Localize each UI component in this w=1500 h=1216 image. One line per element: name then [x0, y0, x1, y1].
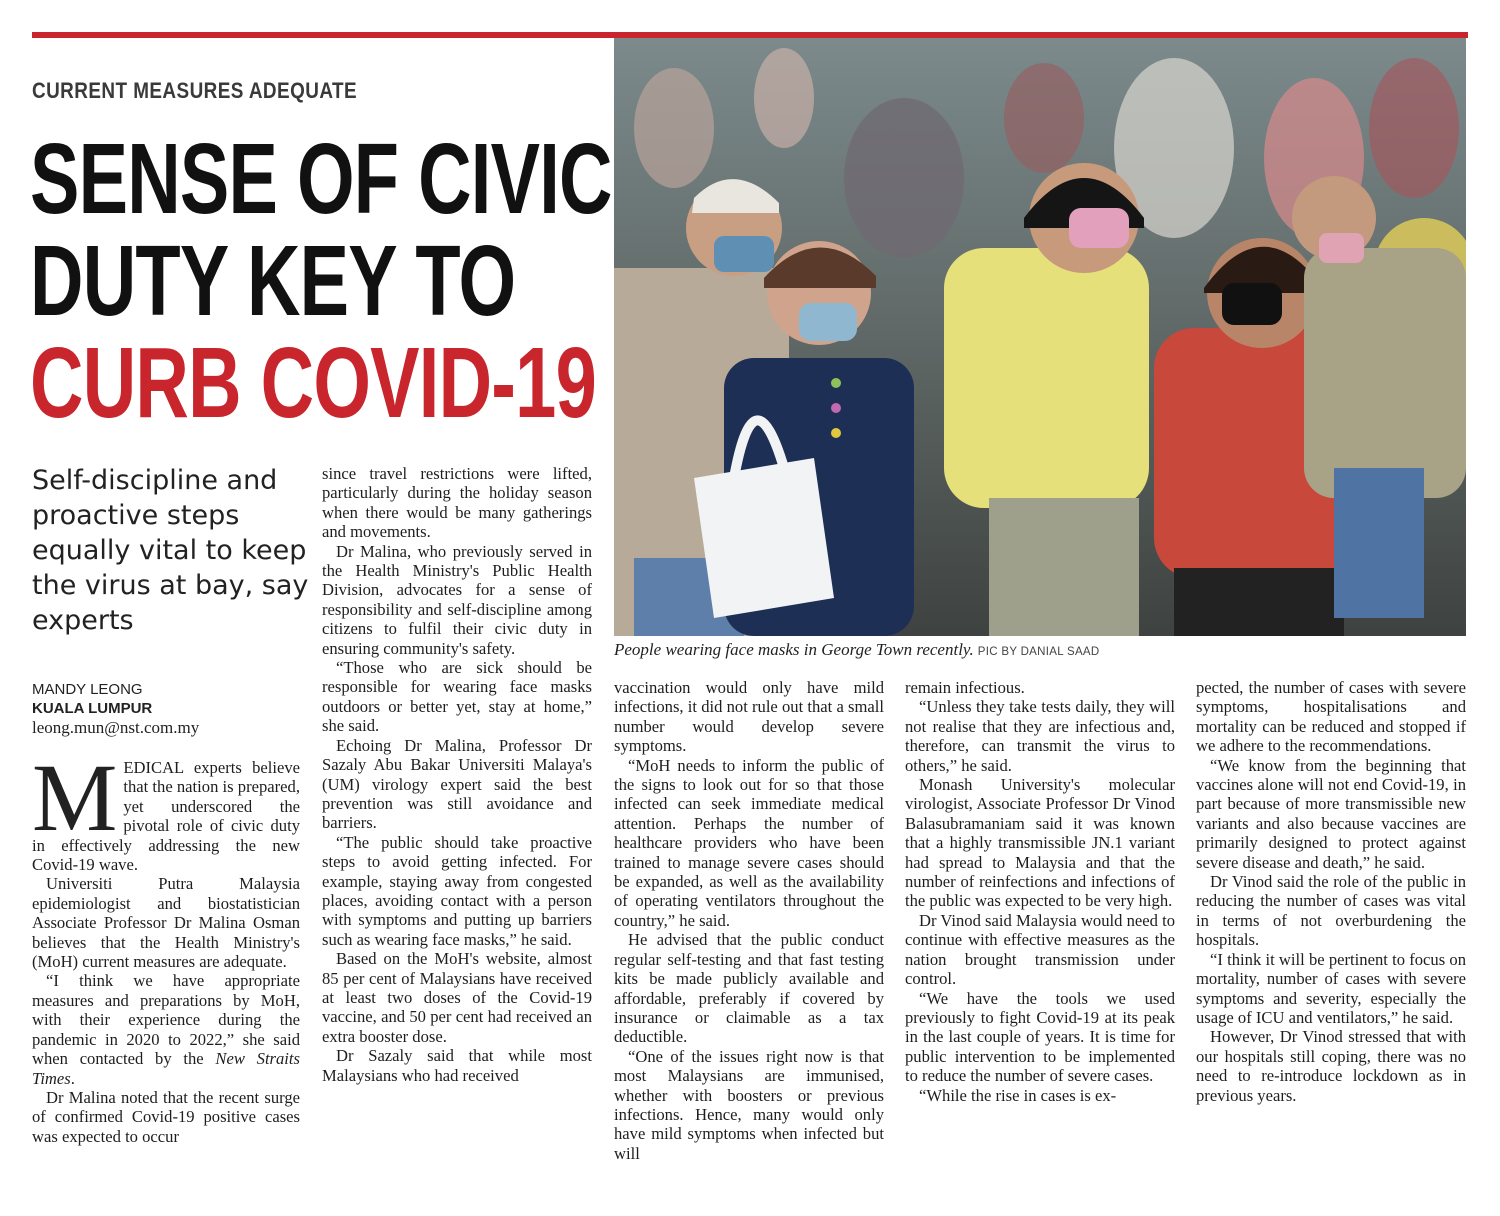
paragraph: Universiti Putra Malaysia epidemiologist and biostatistician Associate Professor Dr Malina Osman believes that the Health Ministry's (MoH) current measures are adequate.: [32, 874, 300, 972]
paragraph: MEDICAL experts believe that the nation is prepared, yet underscored the pivotal role of civic duty in effectively addressing the new Covid-19 wave.: [32, 744, 300, 875]
publication-name: New Straits Times: [32, 1049, 300, 1088]
paragraph: However, Dr Vinod stressed that with our hospitals still coping, there was no need to re-introduce lockdown as in previous years.: [1196, 1027, 1466, 1105]
photo-credit: PIC BY DANIAL SAAD: [977, 646, 1100, 658]
drop-cap: M: [32, 744, 118, 851]
paragraph: “We have the tools we used previously to fight Covid-19 at its peak in the last couple of years. It is time for public intervention to be implemented to reduce the number of severe cases.: [905, 988, 1175, 1086]
paragraph: “One of the issues right now is that most Malaysians are immunised, whether with boosters or previous infections. Hence, many would only have mild symptoms when infected but will: [614, 1046, 884, 1163]
paragraph: Based on the MoH's website, almost 85 per cent of Malaysians have received at least two doses of the Covid-19 vaccine, and 50 per cent had received an extra booster dose.: [322, 949, 592, 1046]
article-column-3: [614, 678, 884, 1163]
paragraph: “While the rise in cases is ex-: [919, 1085, 1117, 1105]
paragraph: “We know from the beginning that vaccines alone will not end Covid-19, in part because of more transmissible new variants and also because vaccines are primarily designed to protect against severe disease and death,” he said.: [1196, 755, 1466, 872]
headline: [30, 123, 612, 439]
paragraph: vaccination would only have mild infections, it did not rule out that a small number would develop severe symptoms.: [614, 678, 884, 756]
paragraph: remain infectious.: [905, 678, 1025, 697]
paragraph: Monash University's molecular virologist, Associate Professor Dr Vinod Balasubramaniam said it was known that a highly transmissible JN.1 variant had spread to Malaysia and that the number of reinfections and infections of the public was expected to be very high.: [905, 775, 1175, 911]
caption-text: People wearing face masks in George Town recently.: [614, 640, 974, 659]
byline: [32, 680, 302, 737]
paragraph: “I think we have appropriate measures and preparations by MoH, with their experience during the pandemic in 2020 to 2022,” she said when contacted by the New Straits Times.: [32, 971, 300, 1088]
paragraph: “MoH needs to inform the public of the signs to look out for so that those infected can seek immediate medical attention. Perhaps the number of healthcare providers who have been trained to manage severe cases should be expanded, as well as the availability of operating ventilators throughout the country,” he said.: [614, 755, 884, 930]
paragraph: Dr Vinod said Malaysia would need to continue with effective measures as the nation brought transmission under control.: [905, 910, 1175, 989]
paragraph: pected, the number of cases with severe symptoms, hospitalisations and mortality can be reduced and stopped if we adhere to the recommendations.: [1196, 678, 1466, 756]
paragraph: Echoing Dr Malina, Professor Dr Sazaly Abu Bakar Universiti Malaya's (UM) virology expert said the best prevention was still avoidance and barriers.: [322, 735, 592, 833]
paragraph: Dr Malina noted that the recent surge of confirmed Covid-19 positive cases was expected to occur: [32, 1087, 300, 1146]
article-column-5: [1196, 678, 1466, 1105]
paragraph: “Those who are sick should be responsible for wearing face masks outdoors or better yet, stay at home,” she said.: [322, 658, 592, 736]
paragraph: “The public should take proactive steps to avoid getting infected. For example, staying away from congested places, avoiding contact with a person with symptoms and putting up barriers such as wearing face masks,” he said.: [322, 832, 592, 949]
paragraph: Dr Sazaly said that while most Malaysians who had received: [322, 1046, 592, 1085]
article-column-4: [905, 678, 1175, 1105]
paragraph: since travel restrictions were lifted, particularly during the holiday season when there would be many gatherings and movements.: [322, 464, 592, 542]
byline-author: MANDY LEONG: [32, 681, 143, 698]
paragraph: “I think it will be pertinent to focus on mortality, number of cases with severe symptoms and severity, especially the usage of ICU and ventilators,” he said.: [1196, 949, 1466, 1027]
paragraph: Dr Malina, who previously served in the Health Ministry's Public Health Division, advocates for a sense of responsibility and self-discipline among citizens to fulfil their civic duty in ensuring community's safety.: [322, 541, 592, 658]
headline-line-3: CURB COVID-19: [30, 327, 597, 439]
deck-subheadline: Self-discipline and proactive steps equally vital to keep the virus at bay, say experts: [32, 465, 309, 636]
byline-email: leong.mun@nst.com.my: [32, 718, 200, 737]
photo-caption: [614, 640, 1100, 660]
article-column-2: [322, 464, 592, 1085]
paragraph: Dr Vinod said the role of the public in reducing the number of cases was vital in terms of not overburdening the hospitals.: [1196, 872, 1466, 950]
headline-line-1: SENSE OF CIVIC: [30, 123, 612, 235]
headline-line-2: DUTY KEY TO: [30, 225, 516, 337]
article-column-1: [32, 744, 300, 1146]
paragraph: He advised that the public conduct regular self-testing and that fast testing kits be made publicly available and affordable, preferably if covered by insurance or claimable as a tax deductible.: [614, 930, 884, 1047]
paragraph: “Unless they take tests daily, they will not realise that they are infectious and, therefore, can transmit the virus to others,” he said.: [905, 697, 1175, 775]
kicker: CURRENT MEASURES ADEQUATE: [32, 78, 358, 103]
news-photo: [614, 38, 1466, 636]
street-crowd-image: [614, 38, 1466, 636]
byline-location: KUALA LUMPUR: [32, 700, 153, 717]
